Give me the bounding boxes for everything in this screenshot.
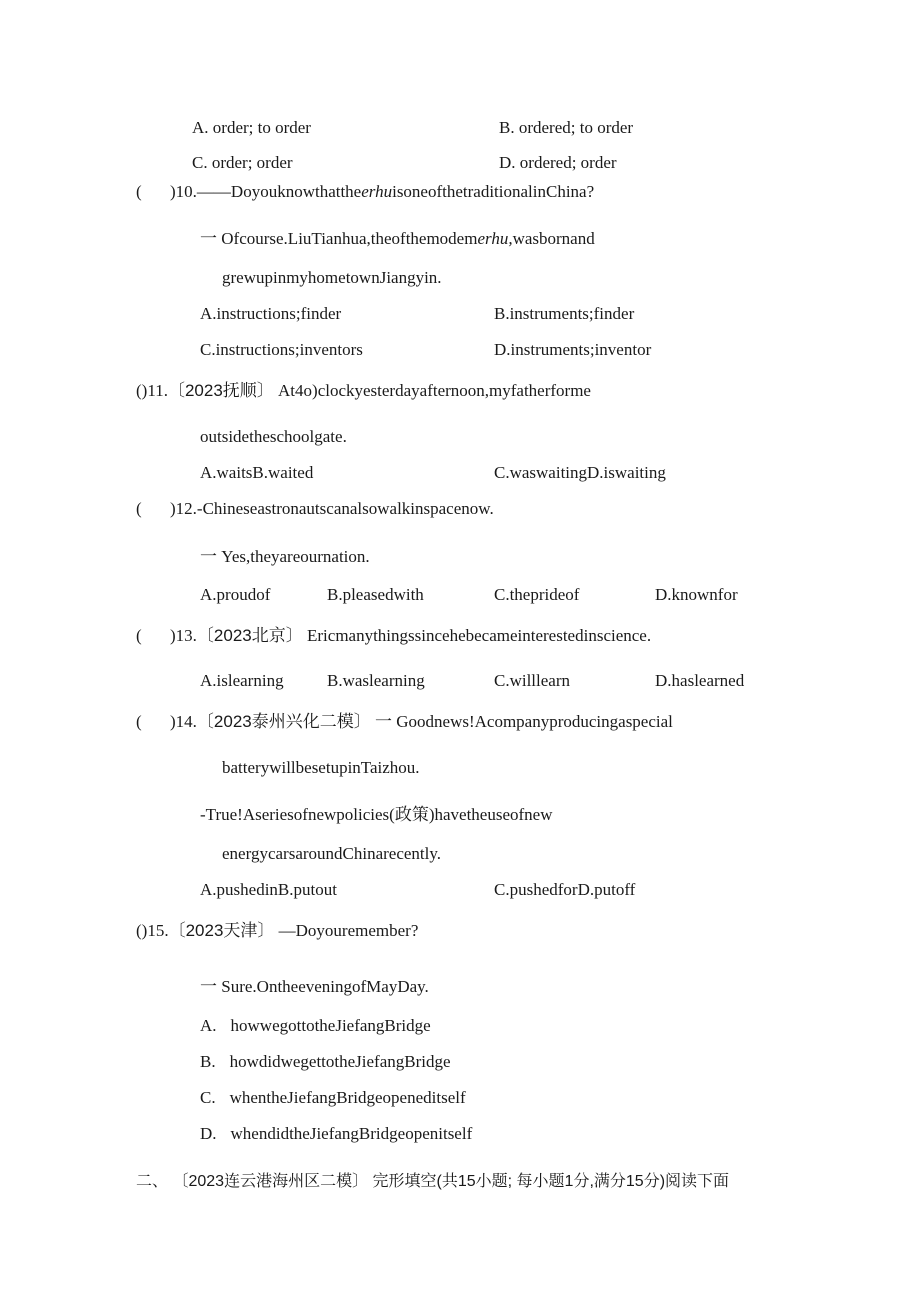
q15-option-c-label: C. <box>200 1088 216 1107</box>
q15-dash: 一 <box>200 977 217 996</box>
q15-reply <box>200 978 429 995</box>
q12-option-d: D.knownfor <box>655 585 738 604</box>
q14-stem-text: Goodnews!Acompanyproducingaspecial <box>396 712 673 731</box>
q11-stem-text: At4o)clockyesterdayafternoon,myfatherforme <box>278 381 591 400</box>
q11-options-ab: A.waitsB.waited <box>200 463 314 482</box>
q10-reply-rest: wasbornand <box>512 229 595 248</box>
q10-stem <box>170 183 594 200</box>
q15-reply-text: Sure.OntheeveningofMayDay. <box>221 977 429 996</box>
q15-stem <box>136 922 418 939</box>
q15-option-d <box>200 1125 472 1142</box>
q9-option-c: C. order; order <box>192 153 293 172</box>
q11-stem-line2: outsidetheschoolgate. <box>200 427 347 446</box>
q13-stem-text: Ericmanythingssincehebecameinterestedinscience. <box>307 626 652 645</box>
section2-number: 二、 <box>136 1173 169 1190</box>
q15-source: 〔2023天津〕 <box>168 921 275 940</box>
q15-option-a <box>200 1017 431 1034</box>
q9-option-a: A. order; to order <box>192 118 311 137</box>
q14-stem <box>170 713 673 730</box>
q15-option-b-label: B. <box>200 1052 216 1071</box>
q13-option-d: D.haslearned <box>655 671 745 690</box>
q14-options-ab: A.pushedinB.putout <box>200 880 337 899</box>
q13-option-c: C.willlearn <box>494 671 571 690</box>
q11-prefix: ()11. <box>136 381 168 400</box>
q10-option-b: B.instruments;finder <box>494 304 635 323</box>
q10-option-c: C.instructions;inventors <box>200 340 363 359</box>
q15-option-a-label: A. <box>200 1016 217 1035</box>
q12-stem: )12.-Chineseastronautscanalsowalkinspacenow. <box>170 499 494 518</box>
q12-option-a: A.proudof <box>200 585 271 604</box>
section2-text: 完形填空(共15小题; 每小题1分,满分15分)阅读下面 <box>372 1173 730 1190</box>
q12-option-b: B.pleasedwith <box>327 585 424 604</box>
q15-stem-text: —Doyouremember? <box>278 921 419 940</box>
q13-prefix: )13. <box>170 626 197 645</box>
q14-prefix: )14. <box>170 712 197 731</box>
q11-source: 〔2023抚顺〕 <box>167 381 274 400</box>
q14-reply: -True!Aseriesofnewpolicies(政策)havetheuseofnew <box>200 805 553 824</box>
q13-answer-paren: ( <box>136 626 142 645</box>
q10-reply-line2: grewupinmyhometownJiangyin. <box>222 268 442 287</box>
q12-reply <box>200 548 370 565</box>
q15-option-b <box>200 1053 451 1070</box>
q10-reply-text: Ofcourse.LiuTianhua,theofthemodem <box>221 229 478 248</box>
q13-stem <box>170 627 651 644</box>
q12-answer-paren: ( <box>136 499 142 518</box>
q14-dash: 一 <box>375 712 392 731</box>
q14-stem-line2: batterywillbesetupinTaizhou. <box>222 758 420 777</box>
q13-source: 〔2023北京〕 <box>196 626 303 645</box>
q12-dash: 一 <box>200 547 217 566</box>
q10-reply-italic: erhu, <box>477 229 513 248</box>
q11-options-cd: C.waswaitingD.iswaiting <box>494 463 666 482</box>
q10-answer-paren: ( <box>136 182 142 201</box>
q15-option-d-text: whendidtheJiefangBridgeopenitself <box>230 1124 473 1143</box>
section2-heading <box>136 1174 729 1190</box>
q9-option-d: D. ordered; order <box>499 153 617 172</box>
q9-option-b: B. ordered; to order <box>499 118 634 137</box>
q14-source: 〔2023泰州兴化二模〕 <box>196 712 371 731</box>
q15-option-c <box>200 1089 466 1106</box>
q15-prefix: ()15. <box>136 921 169 940</box>
q10-stem-rest: isoneofthetraditionalinChina? <box>392 182 595 201</box>
q10-stem-text: )10.——Doyouknowthatthe <box>170 182 362 201</box>
q11-stem <box>136 382 591 399</box>
section2-source: 〔2023连云港海州区二模〕 <box>172 1173 369 1190</box>
q14-options-cd: C.pushedforD.putoff <box>494 880 636 899</box>
q13-option-b: B.waslearning <box>327 671 425 690</box>
q14-reply-line2: energycarsaroundChinarecently. <box>222 844 442 863</box>
q10-reply <box>200 230 595 247</box>
q10-option-a: A.instructions;finder <box>200 304 342 323</box>
q14-answer-paren: ( <box>136 712 142 731</box>
q15-option-d-label: D. <box>200 1124 217 1143</box>
q10-dash: 一 <box>200 229 217 248</box>
q15-option-c-text: whentheJiefangBridgeopeneditself <box>229 1088 466 1107</box>
q13-option-a: A.islearning <box>200 671 284 690</box>
q10-stem-italic: erhu <box>361 182 393 201</box>
q12-reply-text: Yes,theyareournation. <box>221 547 370 566</box>
q10-option-d: D.instruments;inventor <box>494 340 652 359</box>
q15-option-a-text: howwegottotheJiefangBridge <box>230 1016 431 1035</box>
q15-option-b-text: howdidwegettotheJiefangBridge <box>229 1052 451 1071</box>
q12-option-c: C.theprideof <box>494 585 580 604</box>
